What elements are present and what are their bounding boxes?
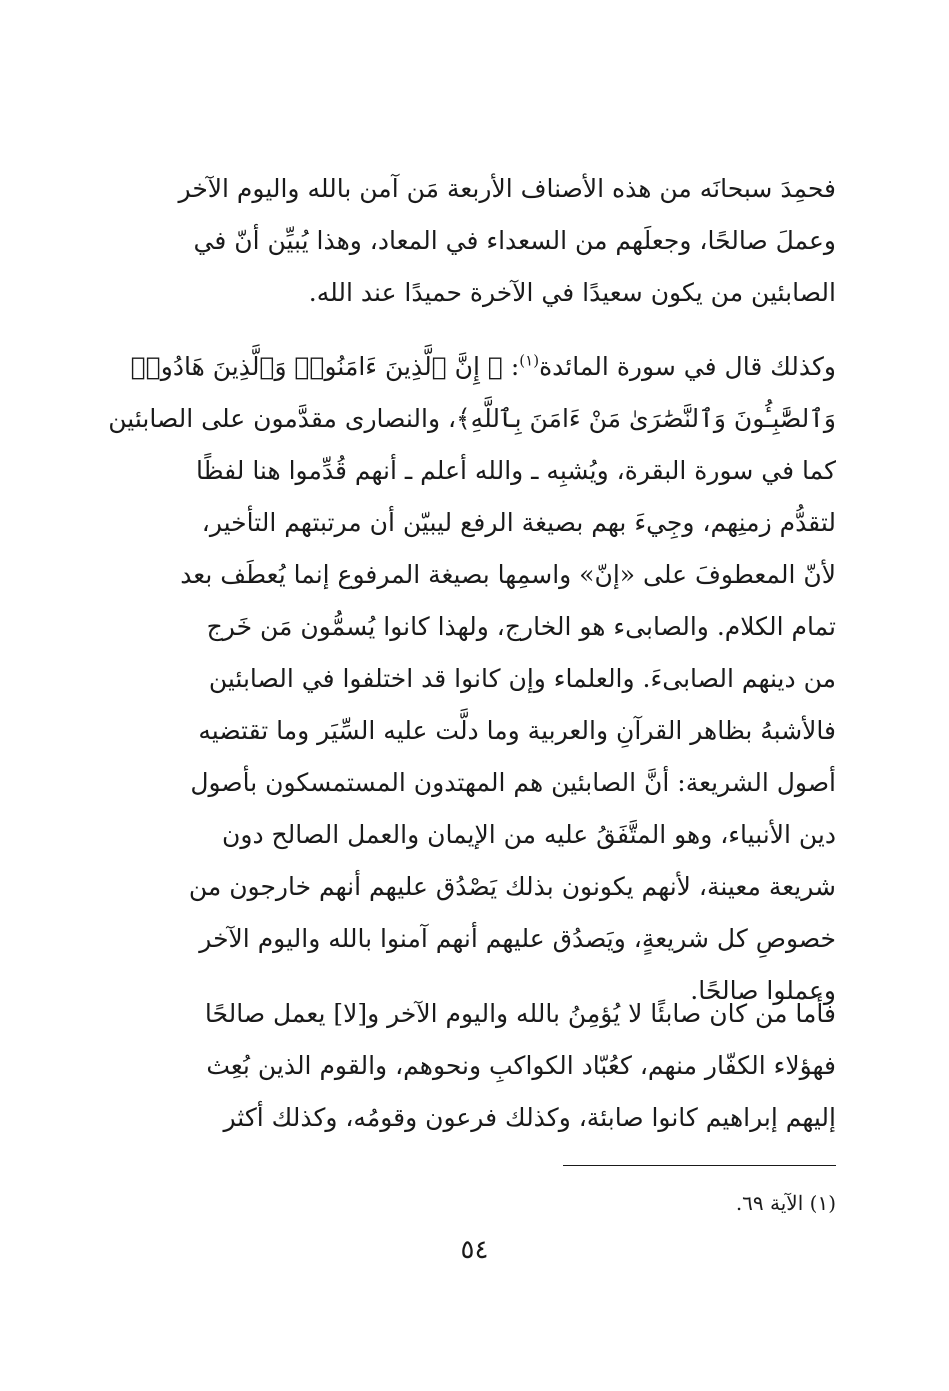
footnote-text: الآية ٦٩. [735,1191,804,1215]
text-line: دين الأنبياء، وهو المتَّفَقُ عليه من الإيمان والعمل الصالح دون [222,820,836,849]
text-line: الصابئين من يكون سعيدًا في الآخرة حميدًا عند الله. [308,278,836,307]
text-line: وعملوا صالحًا. [690,976,836,1005]
text-line: من دينهم الصابىءَ. والعلماء وإن كانوا قد اختلفوا في الصابئين [208,664,836,693]
page-number: ٥٤ [460,1235,489,1265]
text-line: فهؤلاء الكفّار منهم، كعُبّاد الكواكبِ ونحوهم، والقوم الذين بُعِث [206,1051,836,1080]
footnote-separator [563,1165,836,1166]
text-line: إليهم إبراهيم كانوا صابئة، وكذلك فرعون وقومُه، وكذلك أكثر [223,1103,836,1132]
text-line: وَٱلصَّٰبِـُٔونَ وَٱلنَّصَٰرَىٰ مَنْ ءَامَنَ بِٱللَّهِ﴾، والنصارى مقدَّمون على الصابئين [108,404,836,433]
footnote-reference[interactable]: (١) [519,351,540,370]
text-line-with-footnote-ref [104,341,836,393]
text-line: تمام الكلام. والصابىء هو الخارج، ولهذا كانوا يُسمُّون مَن خَرج [206,612,836,641]
text-line: وعملَ صالحًا، وجعلَهم من السعداء في المعاد، وهذا يُبيِّن أنّ في [193,226,836,255]
line-text: : ﴿ إِنَّ ٱلَّذِينَ ءَامَنُوا۟ وَٱلَّذِينَ هَادُوا۟ [130,352,520,381]
paragraph-2 [104,341,836,1017]
text-line: شريعة معينة، لأنهم يكونون بذلك يَصْدُق عليهم أنهم خارجون من [188,872,836,901]
text-line: فأما من كان صابئًا لا يُؤمِنُ بالله واليوم الآخر و[لا] يعمل صالحًا [204,999,836,1028]
paragraph-1 [104,163,836,319]
paragraph-3 [104,988,836,1144]
text-line: كما في سورة البقرة، ويُشبِه ـ والله أعلم ـ أنهم قُدِّموا هنا لفظًا [195,456,836,485]
text-line: لتقدُّم زمنِهم، وجِيءَ بهم بصيغة الرفع ليبيّن أن مرتبتهم التأخير، [201,508,836,537]
footnote [560,1188,836,1218]
text-line: فالأشبهُ بظاهر القرآنِ والعربية وما دلَّت عليه السِّيَر وما تقتضيه [198,716,836,745]
text-line: لأنّ المعطوفَ على «إنّ» واسمِها بصيغة المرفوع إنما يُعطَف بعد [180,560,836,589]
footnote-marker: (١) [809,1191,836,1215]
text-line: خصوصِ كل شريعةٍ، ويَصدُق عليهم أنهم آمنوا بالله واليوم الآخر [199,924,836,953]
text-line: فحمِدَ سبحانَه من هذه الأصناف الأربعة مَن آمن بالله واليوم الآخر [178,174,836,203]
line-text: وكذلك قال في سورة المائدة [539,352,836,381]
text-line: أصول الشريعة: أنَّ الصابئين هم المهتدون المستمسكون بأصول [190,768,836,797]
